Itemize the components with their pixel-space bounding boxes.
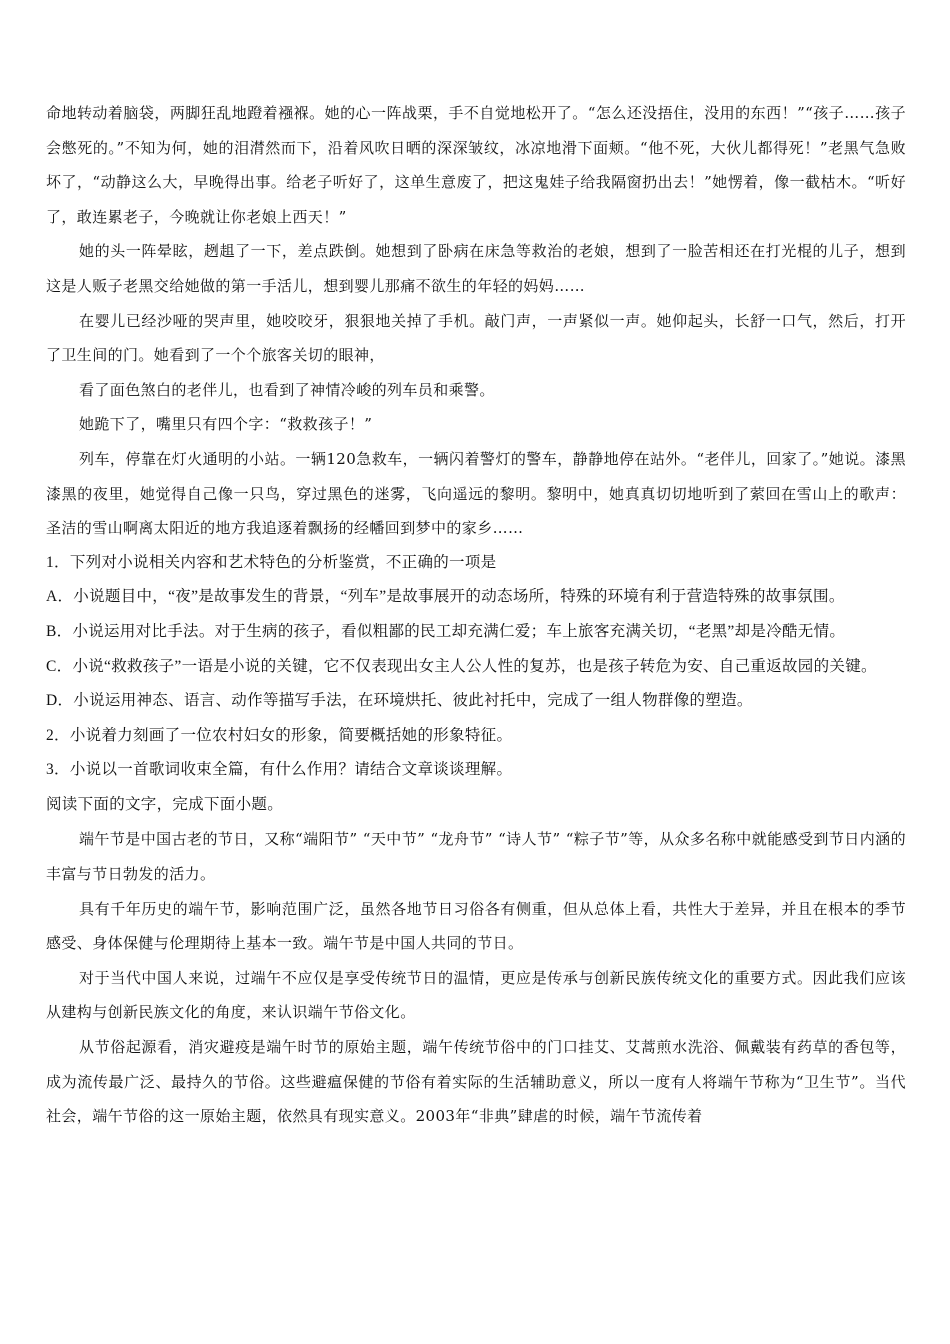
- question-1-option-a: A．小说题目中，“夜”是故事发生的背景，“列车”是故事展开的动态场所，特殊的环境有利于营造特殊的故事氛围。: [46, 588, 845, 606]
- story-paragraph-3: 在婴儿已经沙哑的哭声里，她咬咬牙，狠狠地关掉了手机。敲门声，一声紧似一声。她仰起头，长舒一口气，然后，打开了卫生间的门。她看到了一个个旅客关切的眼神，: [46, 311, 906, 365]
- question-1-option-c: C．小说“救救孩子”一语是小说的关键，它不仅表现出女主人公人性的复苏，也是孩子转危为安、自己重返故园的关键。: [46, 657, 877, 675]
- reading-paragraph-3: 对于当代中国人来说，过端午不应仅是享受传统节日的温情，更应是传承与创新民族传统文化的重要方式。因此我们应该从建构与创新民族文化的角度，来认识端午节俗文化。: [46, 968, 906, 1022]
- story-paragraph-4: 看了面色煞白的老伴儿，也看到了神情冷峻的列车员和乘警。: [79, 380, 495, 399]
- question-3: 3．小说以一首歌词收束全篇，有什么作用？请结合文章谈谈理解。: [46, 761, 513, 779]
- reading-paragraph-1: 端午节是中国古老的节日，又称“端阳节” “天中节” “龙舟节” “诗人节” “粽子节”等，从众多名称中就能感受到节日内涵的丰富与节日勃发的活力。: [46, 830, 906, 884]
- story-paragraph-6: 列车，停靠在灯火通明的小站。一辆120急救车，一辆闪着警灯的警车，静静地停在站外。“老伴儿，回家了。”她说。漆黑漆黑的夜里，她觉得自己像一只鸟，穿过黑色的迷雾，飞向遥远的黎明。黎明中，她真真切切地听到了萦回在雪山上的歌声：圣洁的雪山啊离太阳近的地方我追逐着飘扬的经幡回到梦中的家乡……: [46, 449, 906, 538]
- question-1: 1．下列对小说相关内容和艺术特色的分析鉴赏，不正确的一项是: [46, 553, 497, 571]
- story-paragraph-5: 她跪下了，嘴里只有四个字：“救救孩子！”: [79, 415, 373, 434]
- question-2: 2．小说着力刻画了一位农村妇女的形象，简要概括她的形象特征。: [46, 726, 513, 744]
- reading-instruction: 阅读下面的文字，完成下面小题。: [46, 795, 284, 813]
- question-1-option-b: B．小说运用对比手法。对于生病的孩子，看似粗鄙的民工却充满仁爱；车上旅客充满关切，“老黑”却是冷酷无情。: [46, 622, 846, 640]
- document-page: [46, 96, 906, 1134]
- reading-paragraph-2: 具有千年历史的端午节，影响范围广泛，虽然各地节日习俗各有侧重，但从总体上看，共性大于差异，并且在根本的季节感受、身体保健与伦理期待上基本一致。端午节是中国人共同的节日。: [46, 899, 906, 953]
- story-paragraph-1: 命地转动着脑袋，两脚狂乱地蹬着襁褓。她的心一阵战栗，手不自觉地松开了。“怎么还没捂住，没用的东西！”“孩子……孩子会憋死的。”不知为何，她的泪潸然而下，沿着风吹日晒的深深皱纹，冰凉地滑下面颊。“他不死，大伙儿都得死！”老黑气急败坏了，“动静这么大，早晚得出事。给老子听好了，这单生意废了，把这鬼娃子给我隔窗扔出去！”她愣着，像一截枯木。“听好了，敢连累老子，今晚就让你老娘上西天！”: [46, 104, 906, 226]
- reading-paragraph-4: 从节俗起源看，消灾避疫是端午时节的原始主题，端午传统节俗中的门口挂艾、艾蒿煎水洗浴、佩戴装有药草的香包等，成为流传最广泛、最持久的节俗。这些避瘟保健的节俗有着实际的生活辅助意义，所以一度有人将端午节称为“卫生节”。当代社会，端午节俗的这一原始主题，依然具有现实意义。2003年“非典”肆虐的时候，端午节流传着: [46, 1038, 906, 1126]
- question-1-option-d: D．小说运用神态、语言、动作等描写手法，在环境烘托、彼此衬托中，完成了一组人物群像的塑造。: [46, 692, 753, 710]
- story-paragraph-2: 她的头一阵晕眩，趔趄了一下，差点跌倒。她想到了卧病在床急等救治的老娘，想到了一脸苦相还在打光棍的儿子，想到这是人贩子老黑交给她做的第一手活儿，想到婴儿那痛不欲生的年轻的妈妈……: [46, 242, 906, 295]
